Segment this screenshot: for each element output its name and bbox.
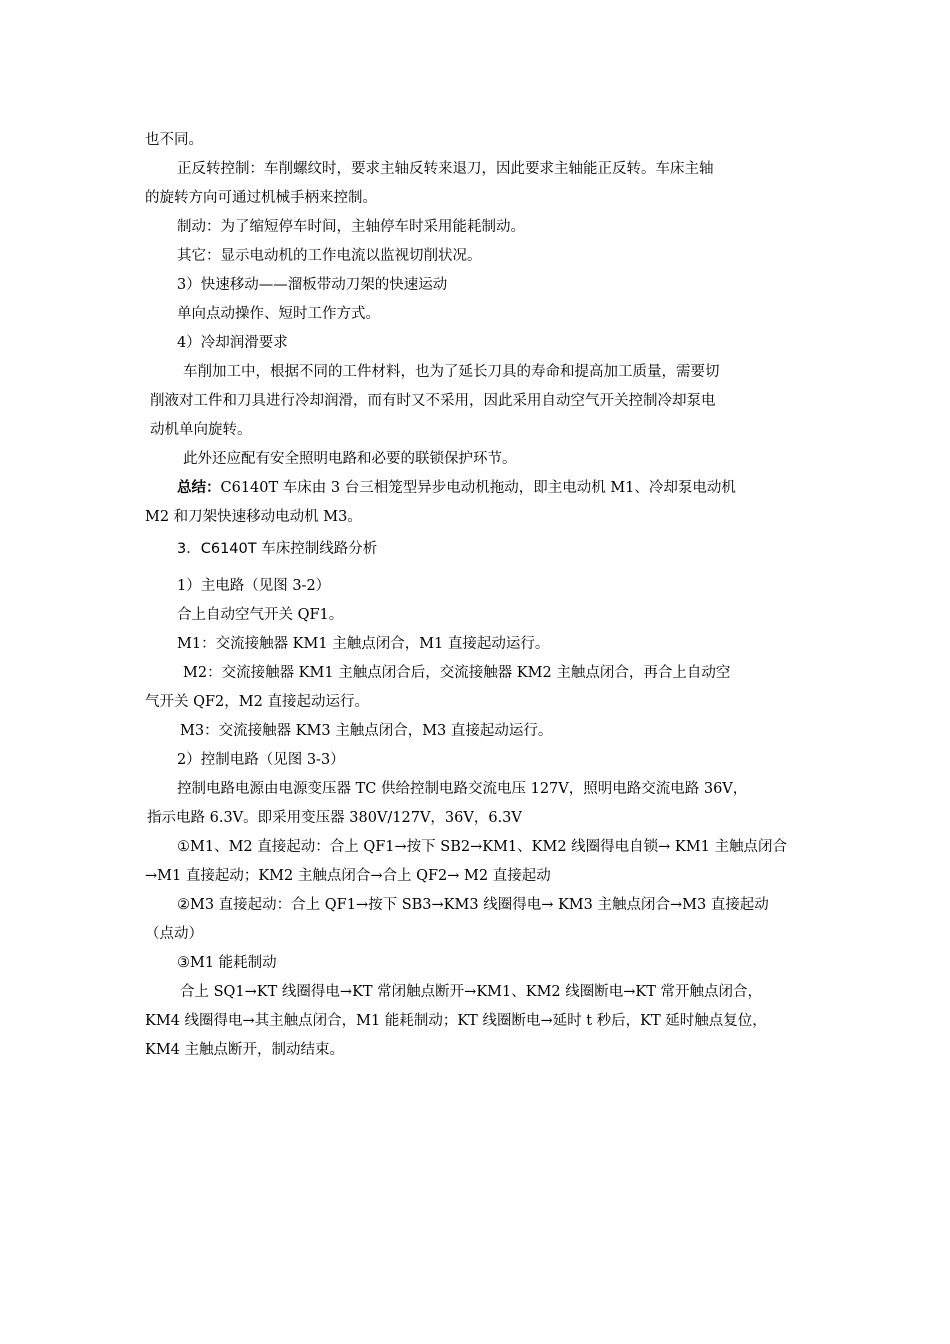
text-line: 4）冷却润滑要求 xyxy=(177,335,288,351)
text-line: 正反转控制：车削螺纹时，要求主轴反转来退刀，因此要求主轴能正反转。车床主轴 xyxy=(177,161,714,177)
section-heading: 3．C6140T 车床控制线路分析 xyxy=(177,541,378,557)
summary-label: 总结： xyxy=(177,480,221,496)
text-line: 合上 SQ1→KT 线圈得电→KT 常闭触点断开→KM1、KM2 线圈断电→KT 常开触点闭合， xyxy=(180,984,763,1000)
summary-line xyxy=(177,479,736,497)
text-line: M1：交流接触器 KM1 主触点闭合，M1 直接起动运行。 xyxy=(177,636,550,652)
text-line: KM4 线圈得电→其主触点闭合，M1 能耗制动；KT 线圈断电→延时 t 秒后，KT 延时触点复位， xyxy=(145,1013,767,1029)
text-line: 车削加工中，根据不同的工件材料，也为了延长刀具的寿命和提高加工质量，需要切 xyxy=(183,364,720,380)
text-line: 气开关 QF2，M2 直接起动运行。 xyxy=(145,694,369,710)
text-line: ③M1 能耗制动 xyxy=(177,955,277,971)
text-line: 合上自动空气开关 QF1。 xyxy=(177,607,344,623)
text-line: 制动：为了缩短停车时间，主轴停车时采用能耗制动。 xyxy=(177,219,525,235)
text-line: ②M3 直接起动：合上 QF1→按下 SB3→KM3 线圈得电→ KM3 主触点闭合→M3 直接起动 xyxy=(177,897,769,913)
text-line: 1）主电路（见图 3-2） xyxy=(177,578,331,594)
text-line: ①M1、M2 直接起动：合上 QF1→按下 SB2→KM1、KM2 线圈得电自锁→ KM1 主触点闭合 xyxy=(177,839,787,855)
text-line: 的旋转方向可通过机械手柄来控制。 xyxy=(145,190,377,206)
summary-text: C6140T 车床由 3 台三相笼型异步电动机拖动，即主电动机 M1、冷却泵电动机 xyxy=(220,480,736,496)
text-line: KM4 主触点断开，制动结束。 xyxy=(145,1042,345,1058)
text-line: 3）快速移动——溜板带动刀架的快速运动 xyxy=(177,277,448,293)
text-line: 2）控制电路（见图 3-3） xyxy=(177,752,345,768)
text-line: 动机单向旋转。 xyxy=(150,422,252,438)
text-line: 其它：显示电动机的工作电流以监视切削状况。 xyxy=(177,248,482,264)
text-line: 此外还应配有安全照明电路和必要的联锁保护环节。 xyxy=(183,451,517,467)
text-line: 也不同。 xyxy=(145,132,203,148)
text-line: （点动） xyxy=(145,926,203,942)
text-line: →M1 直接起动；KM2 主触点闭合→合上 QF2→ M2 直接起动 xyxy=(145,868,551,884)
text-line: 指示电路 6.3V。即采用变压器 380V/127V，36V，6.3V xyxy=(147,810,522,826)
text-line: 单向点动操作、短时工作方式。 xyxy=(177,306,380,322)
text-line: M2：交流接触器 KM1 主触点闭合后，交流接触器 KM2 主触点闭合，再合上自动空 xyxy=(183,665,731,681)
text-line: M2 和刀架快速移动电动机 M3。 xyxy=(145,509,362,525)
text-line: 削液对工件和刀具进行冷却润滑，而有时又不采用，因此采用自动空气开关控制冷却泵电 xyxy=(150,393,716,409)
text-line: 控制电路电源由电源变压器 TC 供给控制电路交流电压 127V，照明电路交流电路 36V， xyxy=(177,781,748,797)
text-line: M3：交流接触器 KM3 主触点闭合，M3 直接起动运行。 xyxy=(180,723,553,739)
